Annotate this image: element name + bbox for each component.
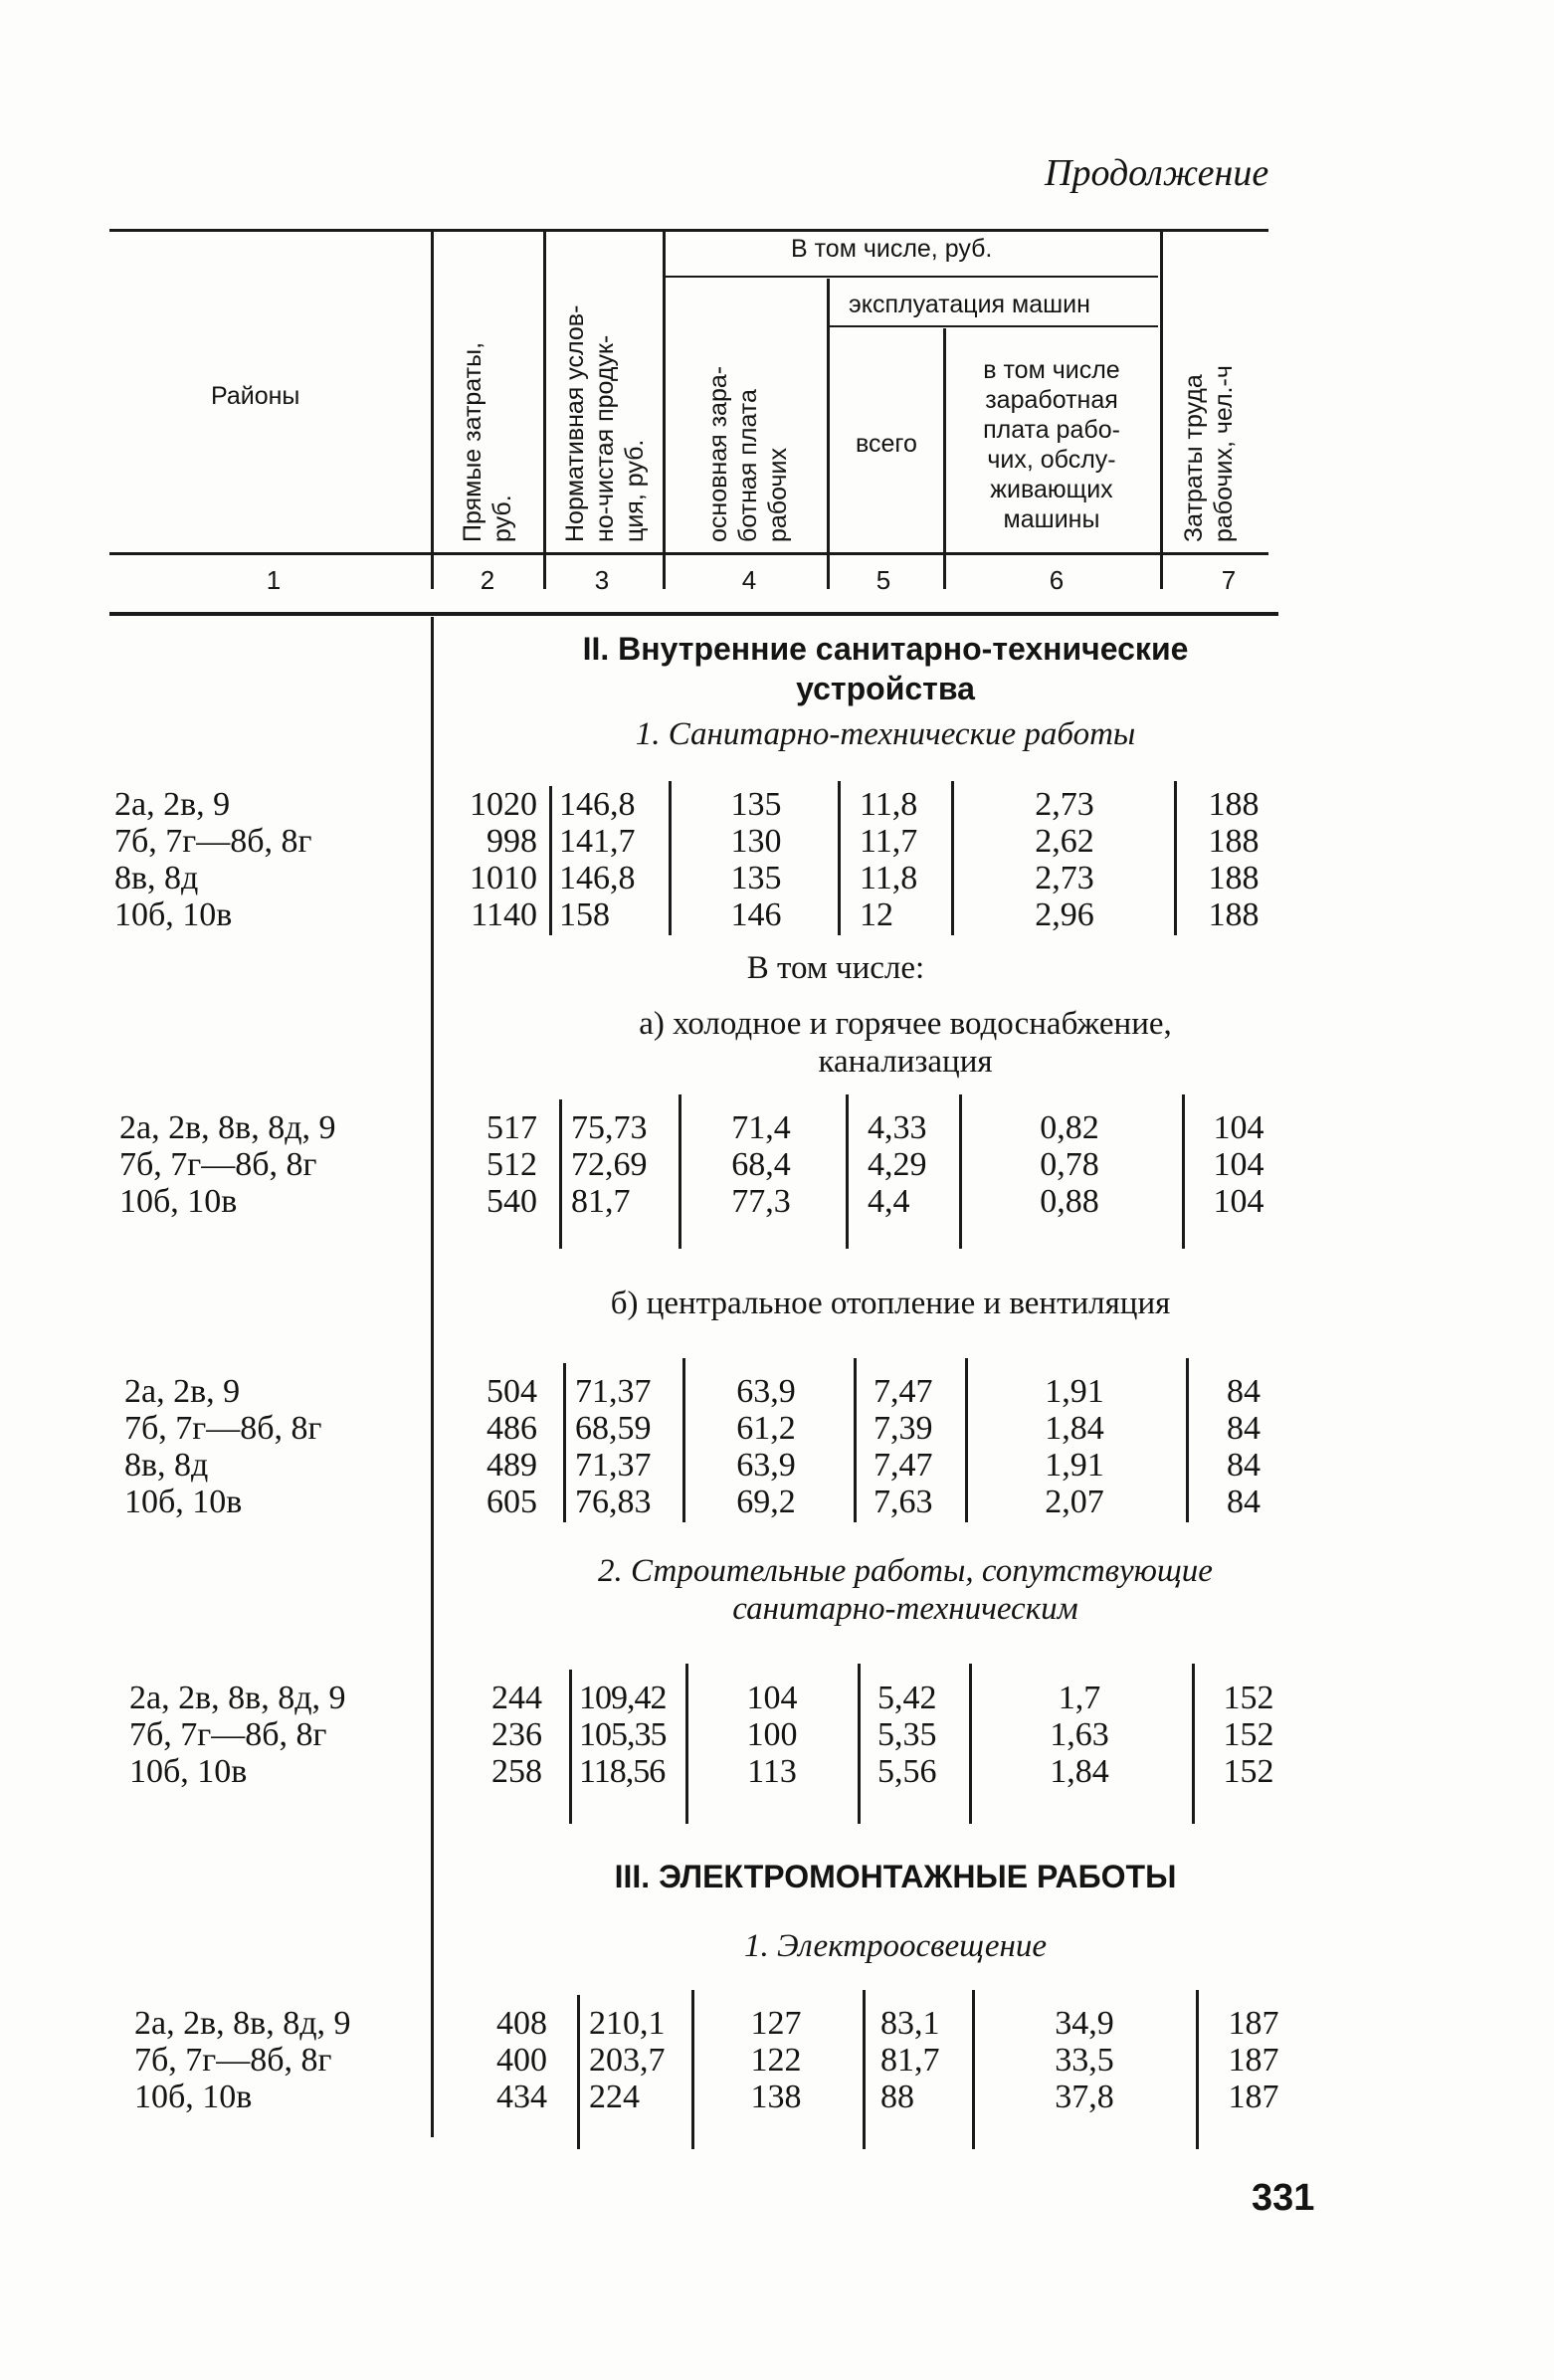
block2-regions: 2а, 2в, 8в, 8д, 9 7б, 7г—8б, 8г 10б, 10в (119, 1109, 336, 1220)
block4-c4: 104 100 113 (746, 1680, 798, 1790)
header-bottom-rule (109, 552, 1268, 555)
section-2-subtitle-2: 2. Строительные работы, сопутствующие санитарно-техническим (598, 1553, 1213, 1627)
header-top-rule (109, 229, 1268, 232)
block2-vline-d (959, 1094, 962, 1249)
block3-vline-c (854, 1358, 857, 1522)
block1-c3: 146,8 141,7 146,8 158 (559, 786, 636, 933)
block5-c3: 210,1 203,7 224 (589, 2005, 666, 2115)
block1-c4: 135 130 135 146 (730, 786, 782, 933)
block5-vline-a (577, 1995, 580, 2149)
block2-vline-a (559, 1099, 562, 1249)
header-vline-1 (431, 229, 434, 589)
block2-c5: 4,33 4,29 4,4 (868, 1109, 927, 1220)
including-label: В том числе: (746, 950, 925, 986)
block3-vline-b (682, 1358, 685, 1522)
block2-c7: 104 104 104 (1213, 1109, 1264, 1220)
block5-vline-b (691, 1990, 694, 2149)
header-including-rub: В том числе, руб. (791, 235, 993, 263)
block1-regions: 2а, 2в, 9 7б, 7г—8б, 8г 8в, 8д 10б, 10в (114, 786, 312, 933)
colnum-7: 7 (1221, 565, 1237, 595)
machine-rule (829, 325, 1158, 327)
body-left-vline (431, 617, 434, 2137)
header-total: всего (856, 430, 917, 458)
block1-vline-a (549, 786, 552, 935)
header-labor-costs: Затраты труда рабочих, чел.-ч (1180, 365, 1238, 542)
block5-c2: 408 400 434 (496, 2005, 547, 2115)
block4-c6: 1,7 1,63 1,84 (1050, 1680, 1109, 1790)
block3-vline-a (563, 1363, 566, 1522)
block2-c4: 71,4 68,4 77,3 (731, 1109, 791, 1220)
colnum-4: 4 (741, 565, 757, 595)
block1-vline-c (838, 781, 841, 935)
block2-c2: 517 512 540 (486, 1109, 537, 1220)
block2-vline-e (1182, 1094, 1185, 1249)
block4-c2: 244 236 258 (491, 1680, 542, 1790)
block1-c2: 1020 998 1010 1140 (470, 786, 537, 933)
block3-c3: 71,37 68,59 71,37 76,83 (575, 1373, 652, 1520)
header-normative-output: Нормативная услов- но-чистая продук- ция, руб. (561, 304, 649, 542)
block4-vline-c (858, 1664, 861, 1824)
page-number: 331 (1252, 2177, 1315, 2219)
block1-vline-e (1174, 781, 1177, 935)
block1-vline-b (669, 781, 672, 935)
block5-regions: 2а, 2в, 8в, 8д, 9 7б, 7г—8б, 8г 10б, 10в (134, 2005, 351, 2115)
block2-vline-c (846, 1094, 849, 1249)
block3-regions: 2а, 2в, 9 7б, 7г—8б, 8г 8в, 8д 10б, 10в (124, 1373, 322, 1520)
header-vline-4 (827, 279, 830, 589)
block1-c5: 11,8 11,7 11,8 12 (860, 786, 918, 933)
block5-vline-c (863, 1990, 866, 2149)
section-2-title: II. Внутренние санитарно-технические устройства (582, 631, 1189, 706)
including-rule (665, 276, 1158, 278)
block4-vline-e (1192, 1664, 1195, 1824)
block5-c4: 127 122 138 (750, 2005, 802, 2115)
colnum-2: 2 (480, 565, 495, 595)
block4-c3: 109,42 105,35 118,56 (579, 1680, 667, 1790)
block5-vline-e (1196, 1990, 1199, 2149)
block3-c2: 504 486 489 605 (486, 1373, 537, 1520)
block4-c7: 152 152 152 (1223, 1680, 1274, 1790)
section-2-subtitle-1: 1. Санитарно-технические работы (635, 716, 1136, 752)
header-base-wage: основная зара- ботная плата рабочих (704, 365, 792, 542)
block5-vline-d (972, 1990, 975, 2149)
block4-vline-d (969, 1664, 972, 1824)
subsection-b: б) центральное отопление и вентиляция (610, 1286, 1171, 1321)
block3-c4: 63,9 61,2 63,9 69,2 (736, 1373, 796, 1520)
block4-regions: 2а, 2в, 8в, 8д, 9 7б, 7г—8б, 8г 10б, 10в (129, 1680, 346, 1790)
block3-c6: 1,91 1,84 1,91 2,07 (1045, 1373, 1104, 1520)
header-wage-machine-workers: в том числе заработная плата рабо- чих, обслу- живающих машины (983, 356, 1120, 533)
section-3-title: III. ЭЛЕКТРОМОНТАЖНЫЕ РАБОТЫ (614, 1859, 1177, 1894)
header-direct-costs: Прямые затраты, руб. (459, 341, 516, 542)
block5-c5: 83,1 81,7 88 (880, 2005, 940, 2115)
block3-vline-e (1186, 1358, 1189, 1522)
section-3-subtitle-1: 1. Электроосвещение (743, 1928, 1048, 1964)
colnum-1: 1 (266, 565, 282, 595)
block3-c7: 84 84 84 84 (1227, 1373, 1261, 1520)
block4-vline-a (569, 1670, 572, 1824)
header-vline-3 (663, 229, 666, 589)
block4-c5: 5,42 5,35 5,56 (877, 1680, 937, 1790)
block2-c6: 0,82 0,78 0,88 (1040, 1109, 1099, 1220)
block1-vline-d (951, 781, 954, 935)
block1-c7: 188 188 188 188 (1208, 786, 1260, 933)
header-vline-2 (543, 229, 546, 589)
colnum-5: 5 (875, 565, 891, 595)
block4-vline-b (685, 1664, 688, 1824)
block3-vline-d (965, 1358, 968, 1522)
header-regions: Районы (211, 382, 300, 410)
block5-c6: 34,9 33,5 37,8 (1055, 2005, 1114, 2115)
block1-c6: 2,73 2,62 2,73 2,96 (1035, 786, 1094, 933)
colnum-3: 3 (594, 565, 610, 595)
colnum-bottom-rule (109, 612, 1278, 616)
block3-c5: 7,47 7,39 7,47 7,63 (874, 1373, 933, 1520)
header-machine-operation: эксплуатация машин (849, 291, 1090, 318)
block2-c3: 75,73 72,69 81,7 (571, 1109, 648, 1220)
block2-vline-b (679, 1094, 681, 1249)
colnum-6: 6 (1049, 565, 1065, 595)
block5-c7: 187 187 187 (1228, 2005, 1279, 2115)
subsection-a: а) холодное и горячее водоснабжение, канализация (639, 1006, 1172, 1080)
continuation-label: Продолжение (1045, 152, 1269, 194)
header-vline-6 (1160, 229, 1163, 589)
